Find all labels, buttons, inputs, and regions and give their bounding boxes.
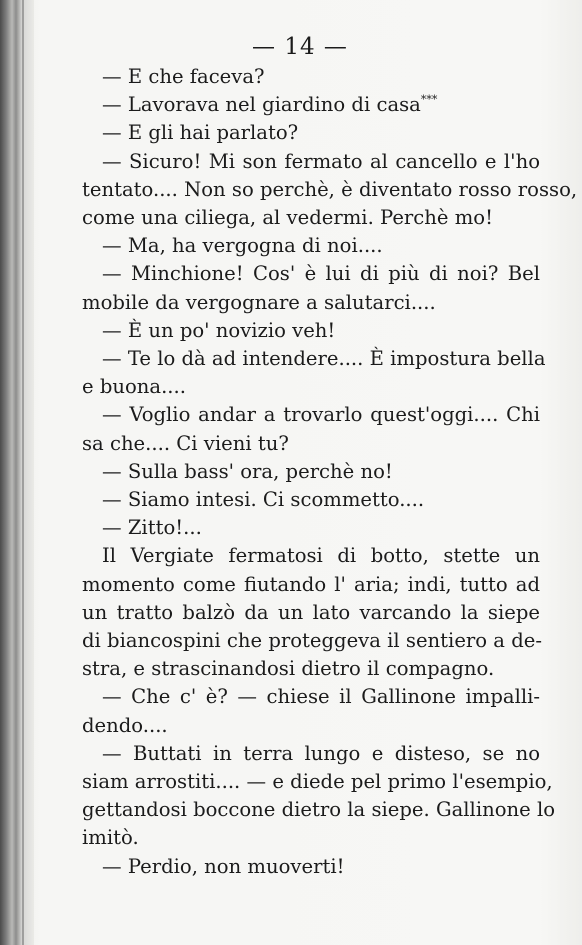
- text-line-content: — È un po' novizio veh!: [102, 318, 336, 342]
- text-line-content: — Lavorava nel giardino di casa: [102, 93, 421, 117]
- text-line: [82, 542, 540, 570]
- page-text: [82, 63, 578, 881]
- text-line-content: Il Vergiate fermatosi di botto, stette un: [102, 544, 540, 568]
- text-line: [82, 176, 578, 204]
- text-line-content: momento come fiutando l' aria; indi, tutto ad: [82, 572, 540, 596]
- text-line-content: mobile da vergognare a salutarci....: [82, 290, 436, 314]
- text-line-content: — Minchione! Cos' è lui di più di noi? Bel: [102, 262, 540, 286]
- text-line-content: — Voglio andar a trovarlo quest'oggi.... Chi: [102, 403, 540, 427]
- text-line: [82, 571, 540, 599]
- text-line: [82, 430, 540, 458]
- text-line: [82, 317, 540, 345]
- text-line: [82, 712, 540, 740]
- text-line: [82, 119, 540, 147]
- text-line: [82, 683, 540, 711]
- text-line: [82, 232, 540, 260]
- text-line: [82, 514, 540, 542]
- text-line-content: — E gli hai parlato?: [102, 121, 299, 145]
- book-binding: [0, 0, 34, 945]
- page-number: — 14 —: [252, 34, 348, 60]
- text-line-content: e buona....: [82, 375, 186, 399]
- text-line: [82, 768, 553, 796]
- text-line: [82, 289, 540, 317]
- text-line: [82, 458, 540, 486]
- text-line: [82, 655, 540, 683]
- text-line-content: — E che faceva?: [102, 65, 265, 88]
- text-line-content: siam arrostiti.... — e diede pel primo l'esempio,: [82, 770, 553, 794]
- text-line-content: — Sulla bass' ora, perchè no!: [102, 459, 393, 483]
- text-line: [82, 204, 540, 232]
- text-line: [82, 486, 540, 514]
- text-line: [82, 853, 540, 881]
- text-line-content: — Te lo dà ad intendere.... È impostura bella: [102, 347, 546, 371]
- text-line: [82, 91, 540, 119]
- text-line: [82, 627, 540, 655]
- text-line-content: stra, e strascinandosi dietro il compagno.: [82, 657, 495, 681]
- binding-shadow-line: [22, 0, 24, 945]
- text-line-content: gettandosi boccone dietro la siepe. Gallinone lo: [82, 798, 556, 822]
- text-line-content: tentato.... Non so perchè, è diventato rosso rosso,: [82, 177, 578, 201]
- text-line-content: — Sicuro! Mi son fermato al cancello e l'ho: [102, 149, 540, 173]
- text-line: [82, 599, 540, 627]
- text-line: [82, 63, 540, 91]
- superscript-asterisks: ***: [420, 93, 438, 107]
- text-line-content: un tratto balzò da un lato varcando la siepe: [82, 600, 540, 624]
- text-line-content: sa che.... Ci vieni tu?: [82, 431, 289, 455]
- text-line: [82, 796, 556, 824]
- text-line: [82, 401, 540, 429]
- text-line: [82, 824, 540, 852]
- text-line: [82, 373, 540, 401]
- text-line: [82, 260, 540, 288]
- text-line-content: — Siamo intesi. Ci scommetto....: [102, 488, 425, 512]
- text-line-content: — Perdio, non muoverti!: [102, 854, 345, 878]
- text-line-content: di biancospini che proteggeva il sentiero a de-: [82, 629, 542, 653]
- text-line: [82, 148, 540, 176]
- text-line-content: — Che c' è? — chiese il Gallinone impalli-: [102, 685, 540, 709]
- text-line-content: come una ciliega, al vedermi. Perchè mo!: [82, 206, 493, 230]
- text-line: [82, 740, 540, 768]
- text-line-content: — Ma, ha vergogna di noi....: [102, 234, 383, 258]
- text-line-content: imitò.: [82, 826, 139, 850]
- text-line-content: — Zitto!...: [102, 516, 202, 540]
- text-line-content: — Buttati in terra lungo e disteso, se no: [102, 741, 540, 765]
- text-line-content: dendo....: [82, 713, 168, 737]
- text-line: [82, 345, 546, 373]
